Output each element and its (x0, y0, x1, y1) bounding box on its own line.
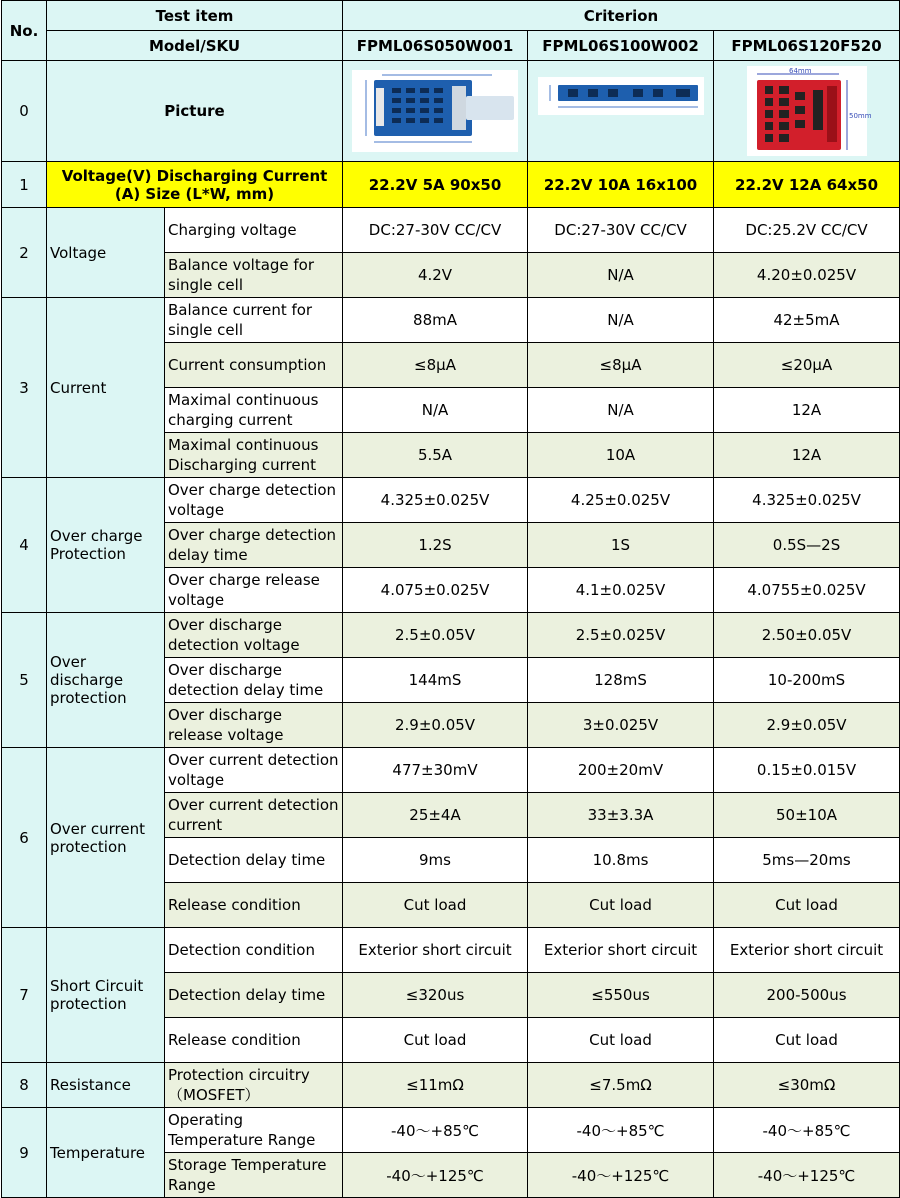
spec-row (2, 478, 900, 523)
model-sku-header: Model/SKU (47, 31, 343, 61)
criterion-value-2: N/A (528, 298, 714, 343)
group-no: 4 (2, 478, 47, 613)
test-item-label: Release condition (165, 883, 343, 928)
test-item-label: Over discharge detection voltage (165, 613, 343, 658)
criterion-value-1: 9ms (343, 838, 528, 883)
criterion-value-2: 3±0.025V (528, 703, 714, 748)
criterion-value-1: 4.325±0.025V (343, 478, 528, 523)
group-name: Over charge Protection (47, 478, 165, 613)
group-no: 5 (2, 613, 47, 748)
criterion-value-3: 12A (714, 388, 900, 433)
criterion-value-1: -40～+125℃ (343, 1153, 528, 1198)
test-item-label: Operating Temperature Range (165, 1108, 343, 1153)
criterion-value-3: 10-200mS (714, 658, 900, 703)
spec-table (1, 0, 900, 1198)
picture-cell-2 (528, 61, 714, 162)
group-name: Voltage (47, 208, 165, 298)
criterion-value-1: Cut load (343, 1018, 528, 1063)
pic3-height-label: 50mm (848, 112, 872, 120)
summary-value-2: 22.2V 10A 16x100 (528, 162, 714, 208)
criterion-value-1: 144mS (343, 658, 528, 703)
group-no: 7 (2, 928, 47, 1063)
summary-row-no: 1 (2, 162, 47, 208)
test-item-header: Test item (47, 1, 343, 31)
criterion-value-2: ≤7.5mΩ (528, 1063, 714, 1108)
test-item-label: Charging voltage (165, 208, 343, 253)
criterion-value-3: ≤30mΩ (714, 1063, 900, 1108)
spec-row (2, 208, 900, 253)
test-item-label: Over charge release voltage (165, 568, 343, 613)
criterion-value-3: 0.15±0.015V (714, 748, 900, 793)
test-item-label: Over discharge detection delay time (165, 658, 343, 703)
group-no: 9 (2, 1108, 47, 1198)
criterion-value-2: 4.1±0.025V (528, 568, 714, 613)
picture-cell-1 (343, 61, 528, 162)
criterion-value-3: 2.50±0.05V (714, 613, 900, 658)
test-item-label: Over current detection voltage (165, 748, 343, 793)
group-no: 3 (2, 298, 47, 478)
test-item-label: Current consumption (165, 343, 343, 388)
model-header-2: FPML06S100W002 (528, 31, 714, 61)
criterion-value-2: N/A (528, 253, 714, 298)
criterion-value-3: 12A (714, 433, 900, 478)
criterion-value-1: DC:27-30V CC/CV (343, 208, 528, 253)
criterion-value-3: 4.325±0.025V (714, 478, 900, 523)
criterion-value-2: 200±20mV (528, 748, 714, 793)
criterion-value-3: Cut load (714, 1018, 900, 1063)
criterion-value-1: 4.075±0.025V (343, 568, 528, 613)
test-item-label: Over charge detection delay time (165, 523, 343, 568)
test-item-label: Storage Temperature Range (165, 1153, 343, 1198)
summary-value-1: 22.2V 5A 90x50 (343, 162, 528, 208)
criterion-value-3: 5ms—20ms (714, 838, 900, 883)
criterion-value-3: ≤20μA (714, 343, 900, 388)
test-item-label: Over charge detection voltage (165, 478, 343, 523)
test-item-label: Detection delay time (165, 973, 343, 1018)
criterion-value-1: 5.5A (343, 433, 528, 478)
criterion-value-2: -40～+85℃ (528, 1108, 714, 1153)
criterion-value-1: Exterior short circuit (343, 928, 528, 973)
criterion-value-1: 2.9±0.05V (343, 703, 528, 748)
criterion-value-3: 0.5S—2S (714, 523, 900, 568)
criterion-value-1: Cut load (343, 883, 528, 928)
spec-row (2, 748, 900, 793)
summary-value-3: 22.2V 12A 64x50 (714, 162, 900, 208)
criterion-value-2: Cut load (528, 883, 714, 928)
criterion-header: Criterion (343, 1, 900, 31)
spec-row (2, 613, 900, 658)
pcb-image-2 (538, 77, 704, 115)
spec-row (2, 1063, 900, 1108)
summary-row-label: Voltage(V) Discharging Current (A) Size (L*W, mm) (47, 162, 343, 208)
test-item-label: Detection condition (165, 928, 343, 973)
picture-cell-3 (714, 61, 900, 162)
spec-row (2, 1108, 900, 1153)
group-name: Short Circuit protection (47, 928, 165, 1063)
criterion-value-3: Exterior short circuit (714, 928, 900, 973)
criterion-value-2: ≤8μA (528, 343, 714, 388)
criterion-value-1: 4.2V (343, 253, 528, 298)
criterion-value-2: 1S (528, 523, 714, 568)
test-item-label: Release condition (165, 1018, 343, 1063)
criterion-value-3: DC:25.2V CC/CV (714, 208, 900, 253)
model-header-3: FPML06S120F520 (714, 31, 900, 61)
criterion-value-1: 88mA (343, 298, 528, 343)
group-name: Temperature (47, 1108, 165, 1198)
criterion-value-1: 2.5±0.05V (343, 613, 528, 658)
group-name: Resistance (47, 1063, 165, 1108)
criterion-value-2: 128mS (528, 658, 714, 703)
criterion-value-1: N/A (343, 388, 528, 433)
spec-row (2, 298, 900, 343)
group-name: Over current protection (47, 748, 165, 928)
criterion-value-1: 1.2S (343, 523, 528, 568)
criterion-value-1: 477±30mV (343, 748, 528, 793)
criterion-value-2: 10A (528, 433, 714, 478)
criterion-value-3: 4.0755±0.025V (714, 568, 900, 613)
criterion-value-1: ≤320us (343, 973, 528, 1018)
pcb-image-1 (352, 70, 518, 152)
group-no: 6 (2, 748, 47, 928)
criterion-value-3: -40～+125℃ (714, 1153, 900, 1198)
criterion-value-2: 2.5±0.025V (528, 613, 714, 658)
test-item-label: Detection delay time (165, 838, 343, 883)
criterion-value-2: Exterior short circuit (528, 928, 714, 973)
criterion-value-1: ≤8μA (343, 343, 528, 388)
no-header: No. (2, 1, 47, 61)
criterion-value-2: 33±3.3A (528, 793, 714, 838)
criterion-value-3: 200-500us (714, 973, 900, 1018)
criterion-value-3: 42±5mA (714, 298, 900, 343)
pcb-image-3 (747, 66, 872, 156)
criterion-value-3: -40～+85℃ (714, 1108, 900, 1153)
criterion-value-2: 10.8ms (528, 838, 714, 883)
criterion-value-2: DC:27-30V CC/CV (528, 208, 714, 253)
test-item-label: Balance current for single cell (165, 298, 343, 343)
group-name: Current (47, 298, 165, 478)
criterion-value-1: 25±4A (343, 793, 528, 838)
criterion-value-3: 50±10A (714, 793, 900, 838)
criterion-value-3: 4.20±0.025V (714, 253, 900, 298)
test-item-label: Maximal continuous charging current (165, 388, 343, 433)
group-no: 2 (2, 208, 47, 298)
group-name: Over discharge protection (47, 613, 165, 748)
criterion-value-2: Cut load (528, 1018, 714, 1063)
criterion-value-2: ≤550us (528, 973, 714, 1018)
spec-row (2, 928, 900, 973)
criterion-value-2: N/A (528, 388, 714, 433)
test-item-label: Protection circuitry（MOSFET） (165, 1063, 343, 1108)
pic3-width-label: 64mm (788, 67, 812, 75)
model-header-1: FPML06S050W001 (343, 31, 528, 61)
criterion-value-1: -40～+85℃ (343, 1108, 528, 1153)
test-item-label: Over current detection current (165, 793, 343, 838)
test-item-label: Balance voltage for single cell (165, 253, 343, 298)
test-item-label: Maximal continuous Discharging current (165, 433, 343, 478)
criterion-value-3: 2.9±0.05V (714, 703, 900, 748)
criterion-value-2: 4.25±0.025V (528, 478, 714, 523)
criterion-value-3: Cut load (714, 883, 900, 928)
test-item-label: Over discharge release voltage (165, 703, 343, 748)
group-no: 8 (2, 1063, 47, 1108)
picture-row-no: 0 (2, 61, 47, 162)
picture-row-label: Picture (47, 61, 343, 162)
criterion-value-1: ≤11mΩ (343, 1063, 528, 1108)
criterion-value-2: -40～+125℃ (528, 1153, 714, 1198)
